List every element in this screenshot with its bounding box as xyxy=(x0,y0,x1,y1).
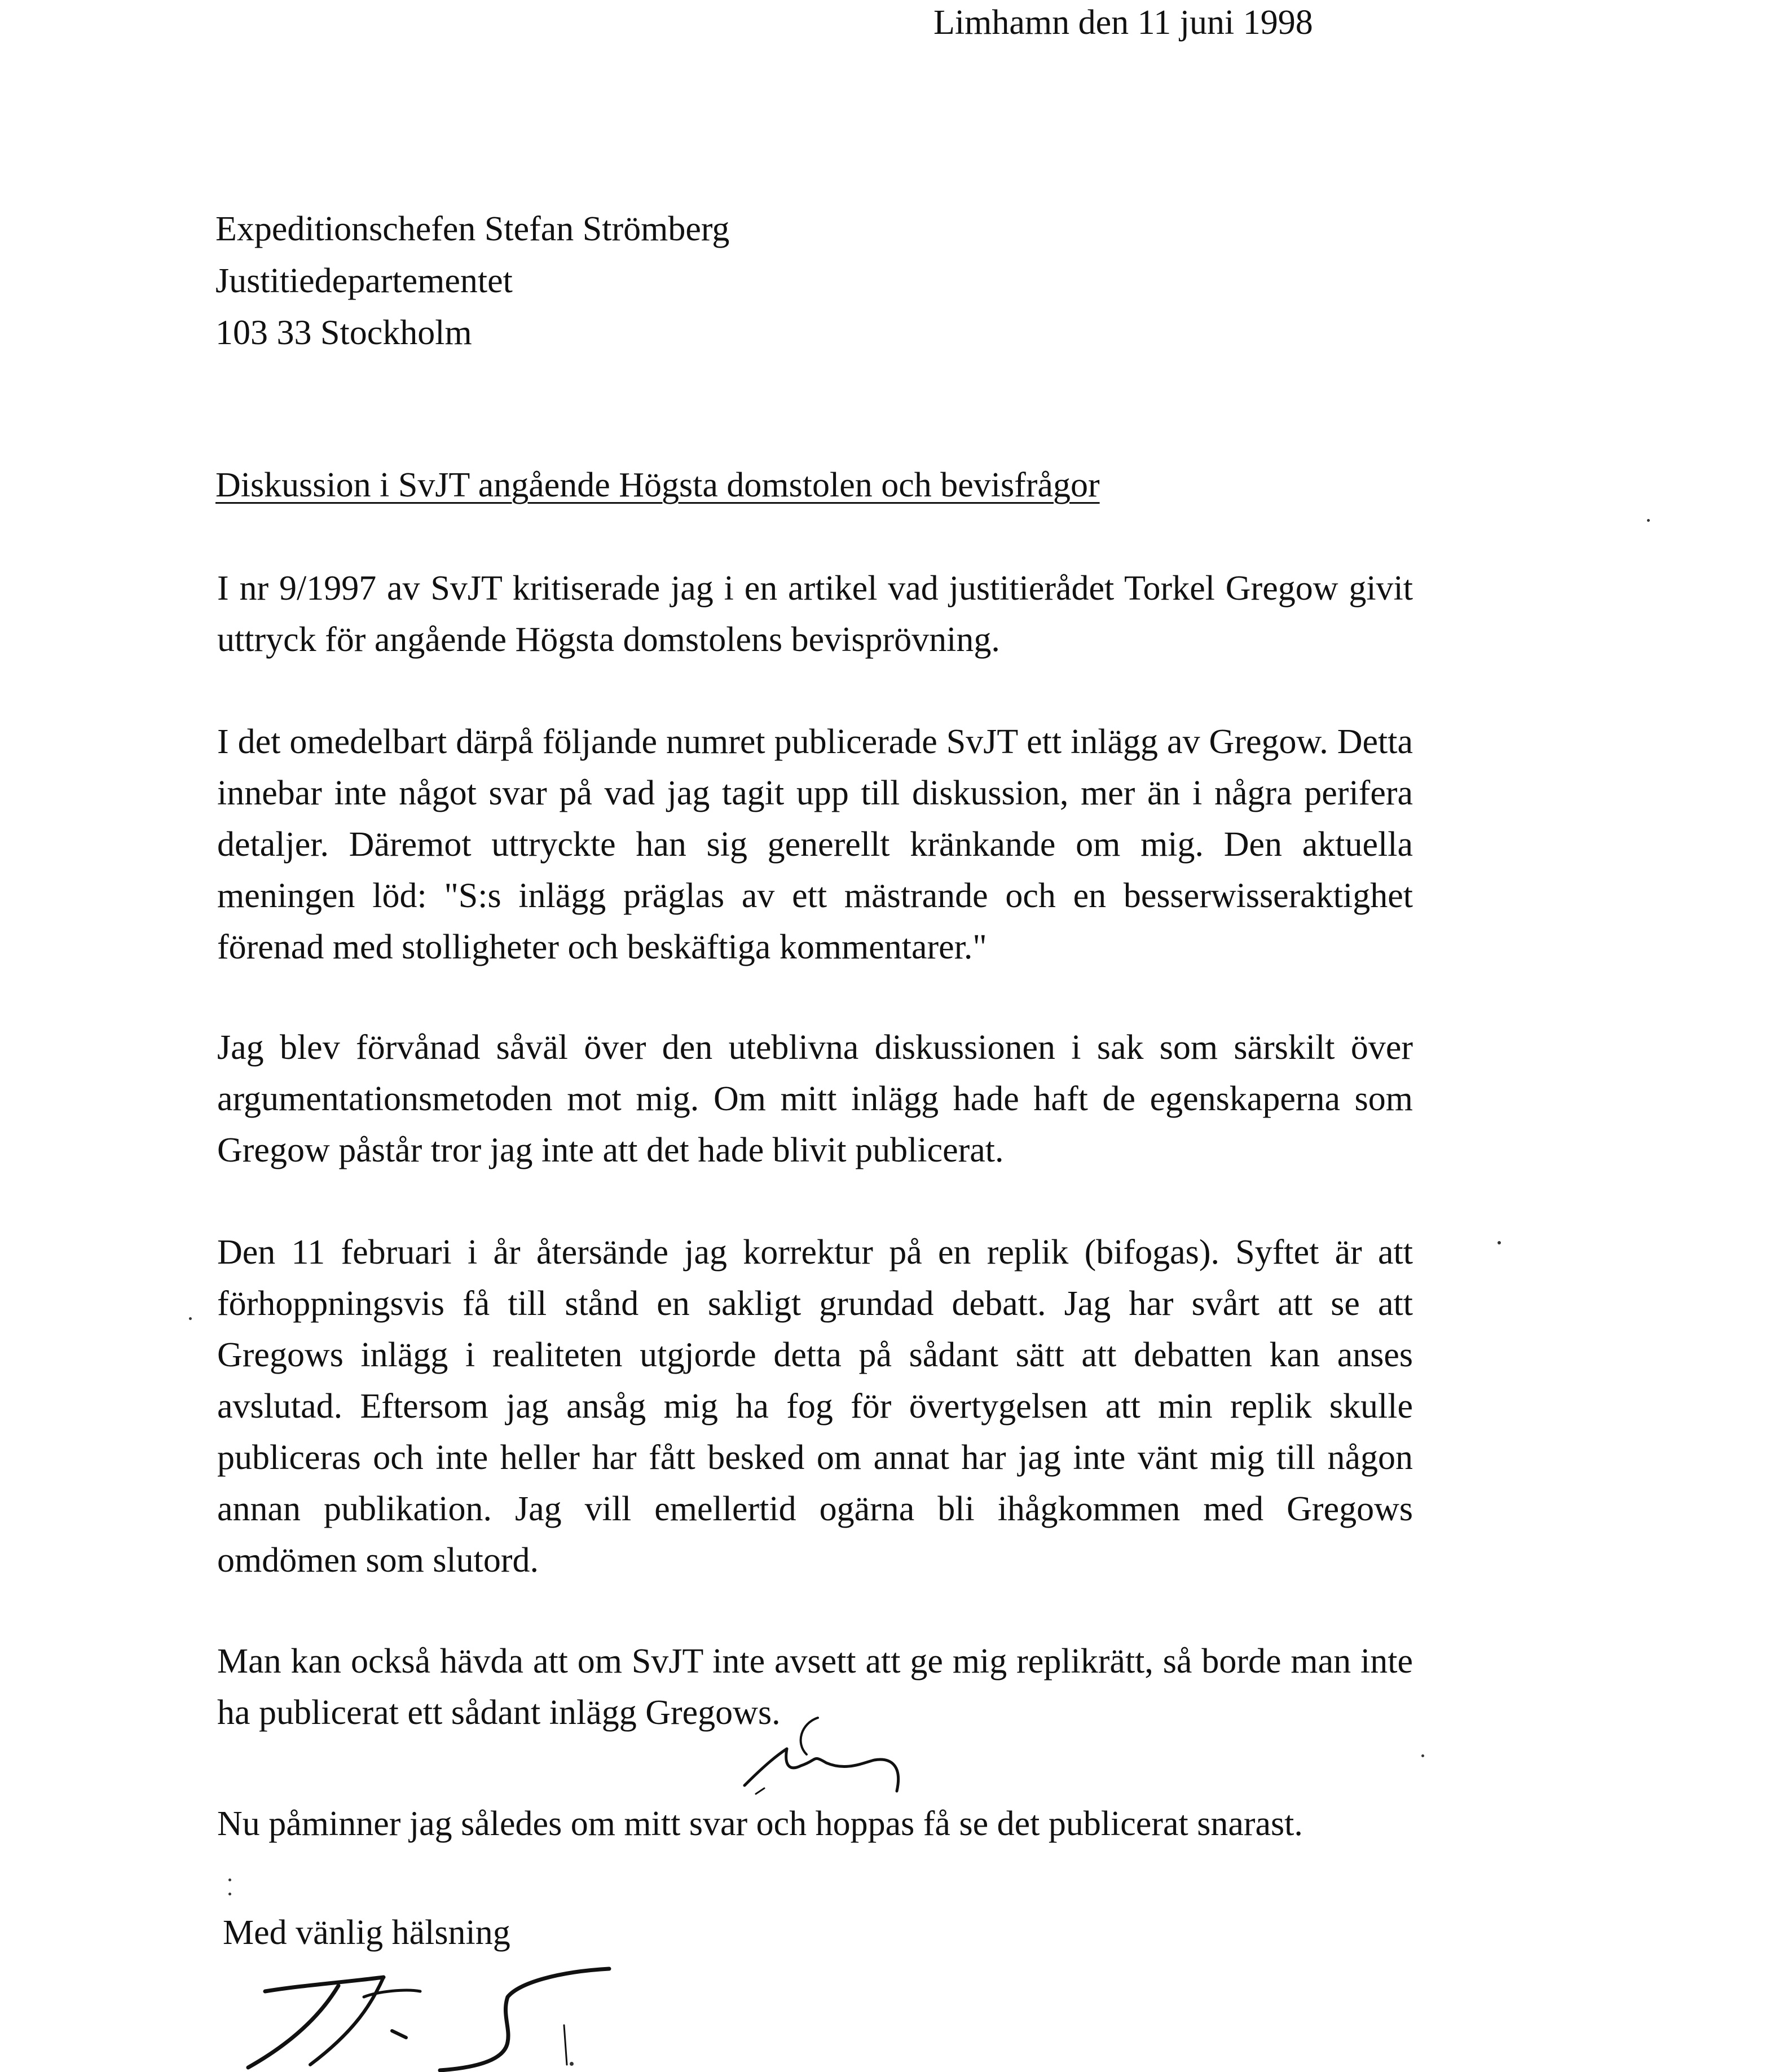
scan-speck xyxy=(1647,519,1650,522)
letter-subject: Diskussion i SvJT angående Högsta domstolen och bevisfrågor xyxy=(215,466,1100,504)
recipient-department: Justitiedepartementet xyxy=(215,262,513,300)
scan-speck xyxy=(189,1317,192,1320)
closing-salutation: Med vänlig hälsning xyxy=(223,1913,510,1952)
scan-speck xyxy=(1421,1754,1424,1757)
handwritten-signature xyxy=(226,1952,632,2072)
recipient-address xyxy=(215,203,729,359)
recipient-postal-address: 103 33 Stockholm xyxy=(215,314,472,352)
body-paragraph-3: Jag blev förvånad såväl över den uteblivna diskussionen i sak som särskilt över argumentationsmetoden mot mig. Om mitt inlägg hade haft de egenskaperna som Gregow påstår tror jag inte att det hade blivit publicerat. xyxy=(217,1028,1413,1169)
body-paragraph-2: I det omedelbart därpå följande numret publicerade SvJT ett inlägg av Gregow. Detta innebar inte något svar på vad jag tagit upp till diskussion, mer än i några perifera detaljer. Däremot uttryckte han sig generellt kränkande om mig. Den aktuella meningen löd: "S:s inlägg präglas av ett mästrande och en besserwisseraktighet förenad med stolligheter och beskäftiga kommentarer." xyxy=(217,723,1413,966)
body-paragraph-6: Nu påminner jag således om mitt svar och hoppas få se det publicerat snarast. xyxy=(217,1805,1303,1843)
body-paragraph-5: Man kan också hävda att om SvJT inte avsett att ge mig replikrätt, så borde man inte ha publicerat ett sådant inlägg Gregows. xyxy=(217,1642,1413,1732)
body-paragraph-1: I nr 9/1997 av SvJT kritiserade jag i en artikel vad justitierådet Torkel Gregow givit uttryck för angående Högsta domstolens bevisprövning. xyxy=(217,569,1413,659)
scan-speck xyxy=(228,1879,231,1881)
scan-speck xyxy=(1498,1241,1501,1244)
place-date: Limhamn den 11 juni 1998 xyxy=(933,3,1313,42)
body-paragraph-4: Den 11 februari i år återsände jag korrektur på en replik (bifogas). Syftet är att förhoppningsvis få till stånd en sakligt grundad debatt. Jag har svårt att se att Gregows inlägg i realiteten utgjorde detta på sådant sätt att debatten kan anses avslutad. Eftersom jag ansåg mig ha fog för övertygelsen att min replik skulle publiceras och inte heller har fått besked om annat har jag inte vänt mig till någon annan publikation. Jag vill emellertid ogärna bli ihågkommen med Gregows omdömen som slutord. xyxy=(217,1233,1413,1580)
scan-speck xyxy=(570,2062,574,2066)
scan-speck xyxy=(228,1893,231,1895)
handwritten-correction-mark xyxy=(733,1709,919,1800)
recipient-name: Expeditionschefen Stefan Strömberg xyxy=(215,210,730,248)
